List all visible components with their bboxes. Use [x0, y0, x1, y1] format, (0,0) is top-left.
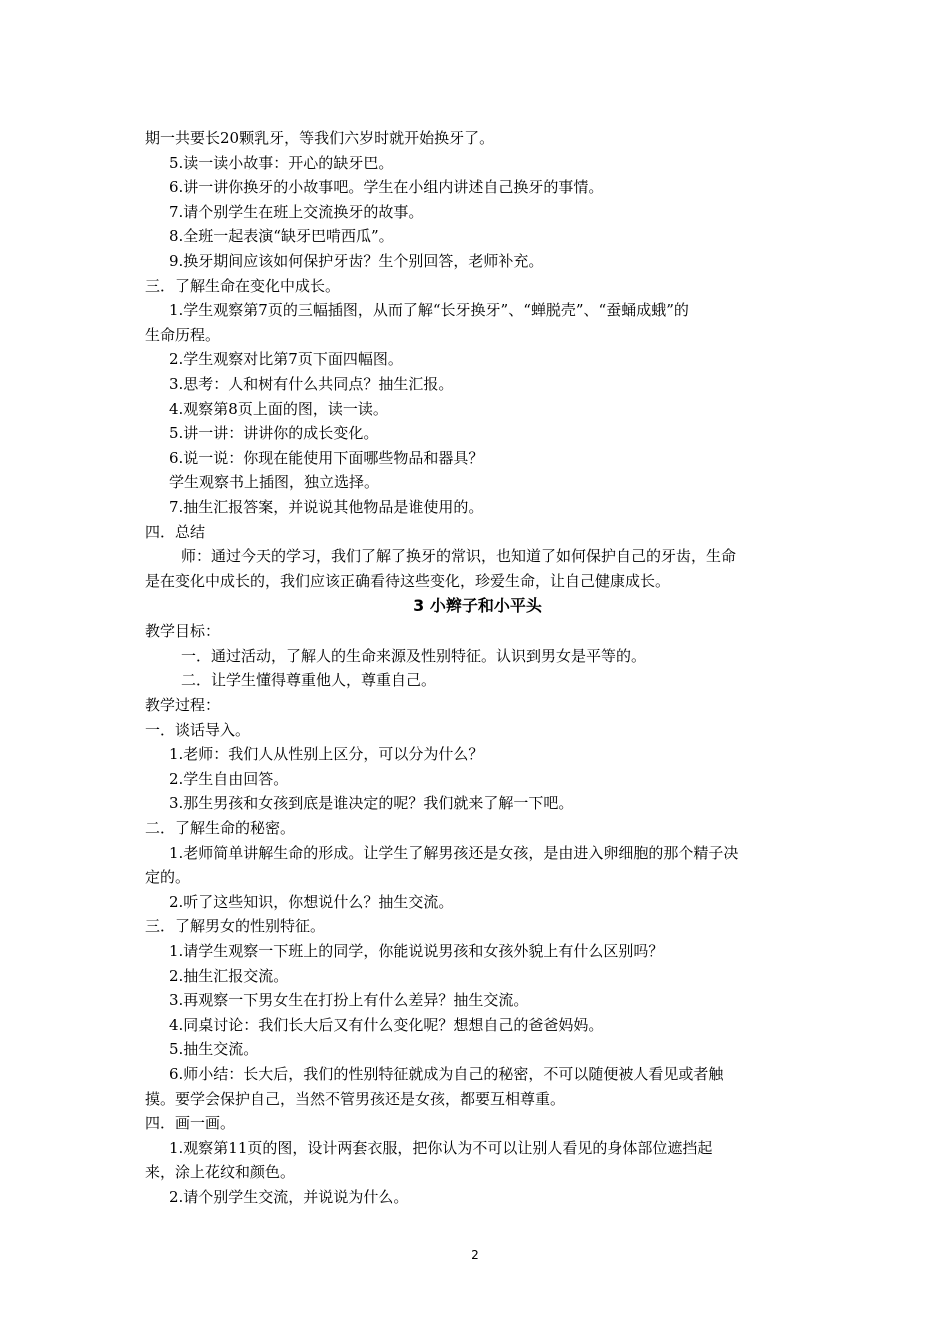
text-line: 3.思考：人和树有什么共同点？抽生汇报。	[169, 374, 454, 393]
text-line: 期一共要长20颗乳牙，等我们六岁时就开始换牙了。	[145, 129, 495, 147]
text-line: 是在变化中成长的，我们应该正确看待这些变化，珍爱生命，让自己健康成长。	[145, 571, 671, 590]
text-line: 2.请个别学生交流，并说说为什么。	[169, 1187, 409, 1206]
text-line: 2.学生自由回答。	[169, 769, 289, 788]
section-heading: 二．了解生命的秘密。	[145, 819, 296, 838]
text-line: 2.抽生汇报交流。	[169, 966, 289, 985]
text-line: 6.师小结：长大后，我们的性别特征就成为自己的秘密，不可以随便被人看见或者触	[169, 1064, 724, 1083]
text-line: 1.观察第11页的图，设计两套衣服，把你认为不可以让别人看见的身体部位遮挡起	[169, 1138, 713, 1157]
section-heading: 四．总结	[145, 522, 206, 541]
section-heading: 教学过程：	[145, 696, 221, 715]
text-line: 学生观察书上插图，独立选择。	[169, 473, 380, 492]
text-line: 4.同桌讨论：我们长大后又有什么变化呢？想想自己的爸爸妈妈。	[169, 1015, 604, 1034]
text-line: 7.抽生汇报答案，并说说其他物品是谁使用的。	[169, 497, 484, 516]
text-line: 2.学生观察对比第7页下面四幅图。	[169, 350, 403, 369]
text-line: 1.学生观察第7页的三幅插图，从而了解“长牙换牙”、“蝉脱壳”、“蚕蛹成蛾”的	[169, 301, 689, 320]
text-line: 9.换牙期间应该如何保护牙齿？生个别回答，老师补充。	[169, 251, 544, 270]
text-line: 师：通过今天的学习，我们了解了换牙的常识，也知道了如何保护自己的牙齿，生命	[181, 547, 737, 566]
text-line: 1.请学生观察一下班上的同学，你能说说男孩和女孩外貌上有什么区别吗？	[169, 942, 664, 960]
section-heading: 三．了解男女的性别特征。	[145, 917, 326, 936]
text-line: 2.听了这些知识，你想说什么？抽生交流。	[169, 892, 454, 911]
text-line: 摸。要学会保护自己，当然不管男孩还是女孩，都要互相尊重。	[145, 1089, 566, 1108]
text-line: 3.再观察一下男女生在打扮上有什么差异？抽生交流。	[169, 991, 529, 1010]
text-line: 1.老师：我们人从性别上区分，可以分为什么？	[169, 745, 484, 764]
text-line: 5.读一读小故事：开心的缺牙巴。	[169, 153, 394, 172]
page-body	[145, 126, 810, 1210]
section-heading: 四．画一画。	[145, 1114, 236, 1133]
section-heading: 教学目标：	[145, 622, 221, 641]
text-line: 定的。	[145, 868, 191, 887]
text-line: 一．通过活动，了解人的生命来源及性别特征。认识到男女是平等的。	[181, 646, 647, 665]
text-line: 4.观察第8页上面的图，读一读。	[169, 399, 388, 418]
text-line: 来，涂上花纹和颜色。	[145, 1163, 296, 1182]
text-line: 5.讲一讲：讲讲你的成长变化。	[169, 424, 379, 443]
section-heading: 三．了解生命在变化中成长。	[145, 276, 341, 295]
page-number: 2	[471, 1248, 479, 1262]
text-line: 8.全班一起表演“缺牙巴啃西瓜”。	[169, 227, 394, 246]
text-line: 1.老师简单讲解生命的形成。让学生了解男孩还是女孩，是由进入卵细胞的那个精子决	[169, 843, 739, 862]
text-line: 二．让学生懂得尊重他人，尊重自己。	[181, 671, 437, 690]
text-line: 6.讲一讲你换牙的小故事吧。学生在小组内讲述自己换牙的事情。	[169, 178, 604, 197]
text-line: 5.抽生交流。	[169, 1040, 259, 1059]
lesson-title: 3 小辫子和小平头	[413, 596, 542, 616]
text-line: 6.说一说：你现在能使用下面哪些物品和器具？	[169, 448, 484, 467]
text-line: 3.那生男孩和女孩到底是谁决定的呢？我们就来了解一下吧。	[169, 794, 574, 813]
text-line: 生命历程。	[145, 325, 221, 344]
section-heading: 一．谈话导入。	[145, 720, 251, 739]
text-line: 7.请个别学生在班上交流换牙的故事。	[169, 202, 424, 221]
